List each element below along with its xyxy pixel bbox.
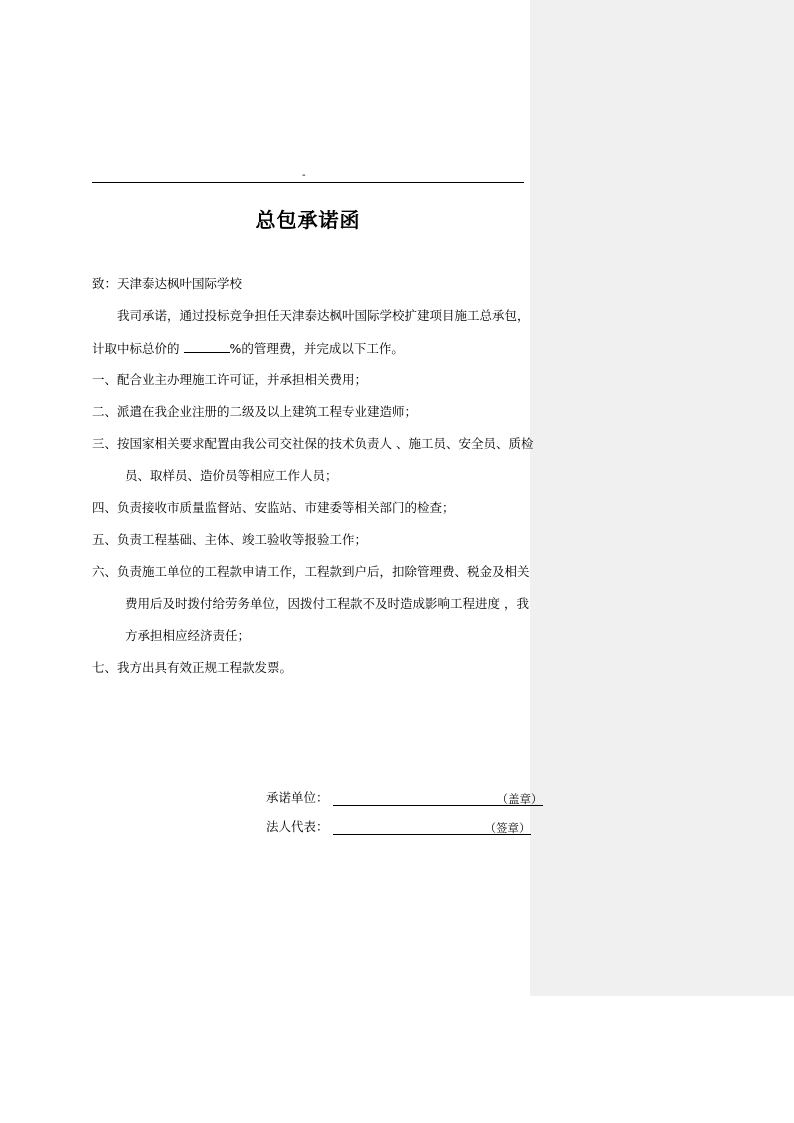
signature-unit-label: 承诺单位： [266, 790, 329, 805]
header-rule [92, 182, 524, 183]
intro-line-2-b: %的管理费，并完成以下工作。 [229, 341, 404, 356]
signature-unit-row [266, 790, 543, 806]
list-item-continued: 员、取样员、造价员等相应工作人员； [125, 468, 338, 483]
header-mark: - [302, 170, 306, 181]
comment-pane [530, 0, 794, 996]
signature-rep-label: 法人代表： [266, 819, 329, 834]
list-item: 六、负责施工单位的工程款申请工作，工程款到户后，扣除管理费、税金及相关 [92, 564, 530, 579]
signature-rep-field[interactable] [333, 820, 531, 835]
document-title: 总包承诺函 [255, 208, 361, 232]
addressee: 致：天津泰达枫叶国际学校 [92, 276, 243, 291]
list-item: 三、按国家相关要求配置由我公司交社保的技术负责人 、施工员、安全员、质检 [92, 436, 534, 451]
intro-line-1: 我司承诺，通过投标竞争担任天津泰达枫叶国际学校扩建项目施工总承包， [117, 308, 530, 323]
signature-rep-row [266, 819, 531, 835]
list-item: 一、配合业主办理施工许可证，并承担相关费用； [92, 372, 368, 387]
intro-line-2 [92, 340, 404, 357]
intro-line-2-a: 计取中标总价的 [92, 341, 180, 356]
seal-note: （盖章） [496, 792, 543, 806]
list-item: 二、派遣在我企业注册的二级及以上建筑工程专业建造师； [92, 404, 418, 419]
list-item: 四、负责接收市质量监督站、安监站、市建委等相关部门的检查； [92, 500, 455, 515]
list-item-continued: 方承担相应经济责任； [125, 628, 251, 643]
percentage-blank[interactable] [184, 340, 230, 353]
signature-unit-field[interactable] [333, 791, 543, 806]
sign-note: （签章） [484, 821, 531, 835]
list-item-continued: 费用后及时拨付给劳务单位，因拨付工程款不及时造成影响工程进度 ，我 [125, 596, 529, 611]
list-item: 五、负责工程基础、主体、竣工验收等报验工作； [92, 532, 368, 547]
list-item: 七、我方出具有效正规工程款发票。 [92, 660, 293, 675]
